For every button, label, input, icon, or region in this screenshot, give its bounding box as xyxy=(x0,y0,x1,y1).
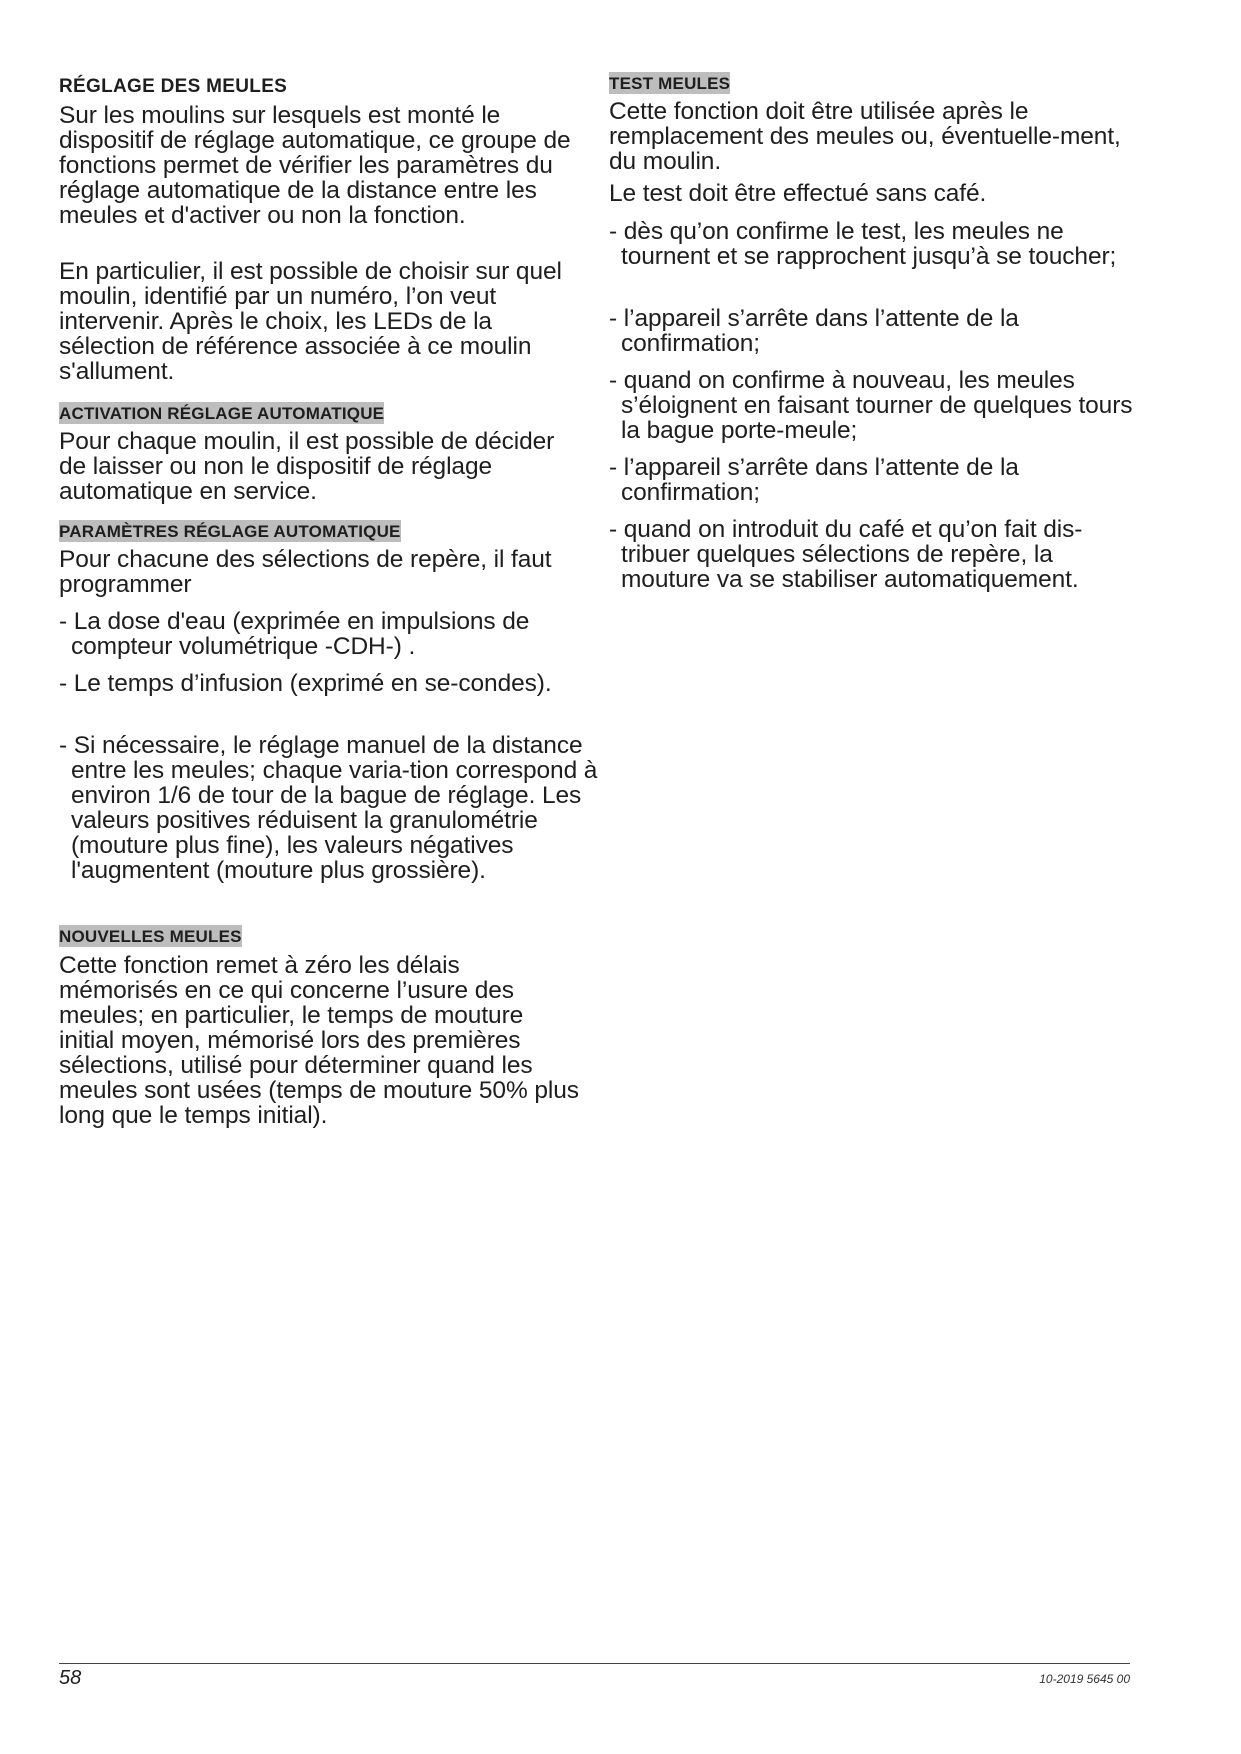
list-item: - La dose d'eau (exprimée en impulsions de compteur volumétrique -CDH-) . xyxy=(59,608,530,660)
activation-text: Pour chaque moulin, il est possible de décider de laisser ou non le dispositif de réglage automatique en service. xyxy=(59,428,555,505)
list-item: - quand on introduit du café et qu’on fait dis-tribuer quelques sélections de repère, la mouture va se stabiliser automatiquement. xyxy=(609,516,1083,593)
list-item: - l’appareil s’arrête dans l’attente de la confirmation; xyxy=(609,454,1019,506)
list-item: - dès qu’on confirme le test, les meules ne tournent et se rapprochent jusqu’à se toucher; xyxy=(609,218,1117,270)
parametres-heading: PARAMÈTRES RÉGLAGE AUTOMATIQUE xyxy=(59,522,401,541)
nouvelles-heading: NOUVELLES MEULES xyxy=(59,927,242,946)
intro-paragraph-2: En particulier, il est possible de choisir sur quel moulin, identifié par un numéro, l’on veut intervenir. Après le choix, les LEDs de la sélection de référence associée à ce moulin s'allument. xyxy=(59,258,562,385)
section-title: RÉGLAGE DES MEULES xyxy=(59,76,288,97)
document-code: 10-2019 5645 00 xyxy=(1039,1672,1130,1686)
test-heading: TEST MEULES xyxy=(609,74,731,93)
nouvelles-text: Cette fonction remet à zéro les délais mémorisés en ce qui concerne l’usure des meules; en particulier, le temps de mouture initial moyen, mémorisé lors des premières sélections, utilisé pour déterminer quand les meules sont usées (temps de mouture 50% plus long que le temps initial). xyxy=(59,952,579,1129)
parametres-text: Pour chacune des sélections de repère, il faut programmer xyxy=(59,546,552,598)
intro-paragraph-1: Sur les moulins sur lesquels est monté le dispositif de réglage automatique, ce groupe de fonctions permet de vérifier les paramètres du réglage automatique de la distance entre les meules et d'activer ou non la fonction. xyxy=(59,102,571,229)
footer-divider xyxy=(59,1663,1130,1664)
page-number: 58 xyxy=(59,1667,82,1689)
test-paragraph-1: Cette fonction doit être utilisée après le remplacement des meules ou, éventuelle-ment, du moulin. xyxy=(609,98,1121,175)
list-item: - Le temps d’infusion (exprimé en se-condes). xyxy=(59,670,552,697)
list-item: - l’appareil s’arrête dans l’attente de la confirmation; xyxy=(609,305,1019,357)
test-paragraph-2: Le test doit être effectué sans café. xyxy=(609,180,987,207)
list-item: - Si nécessaire, le réglage manuel de la distance entre les meules; chaque varia-tion correspond à environ 1/6 de tour de la bague de réglage. Les valeurs positives réduisent la granulométrie (mouture plus fine), les valeurs négatives l'augmentent (mouture plus grossière). xyxy=(59,732,598,884)
activation-heading: ACTIVATION RÉGLAGE AUTOMATIQUE xyxy=(59,404,385,423)
list-item: - quand on confirme à nouveau, les meules s’éloignent en faisant tourner de quelques tours la bague porte-meule; xyxy=(609,367,1133,444)
